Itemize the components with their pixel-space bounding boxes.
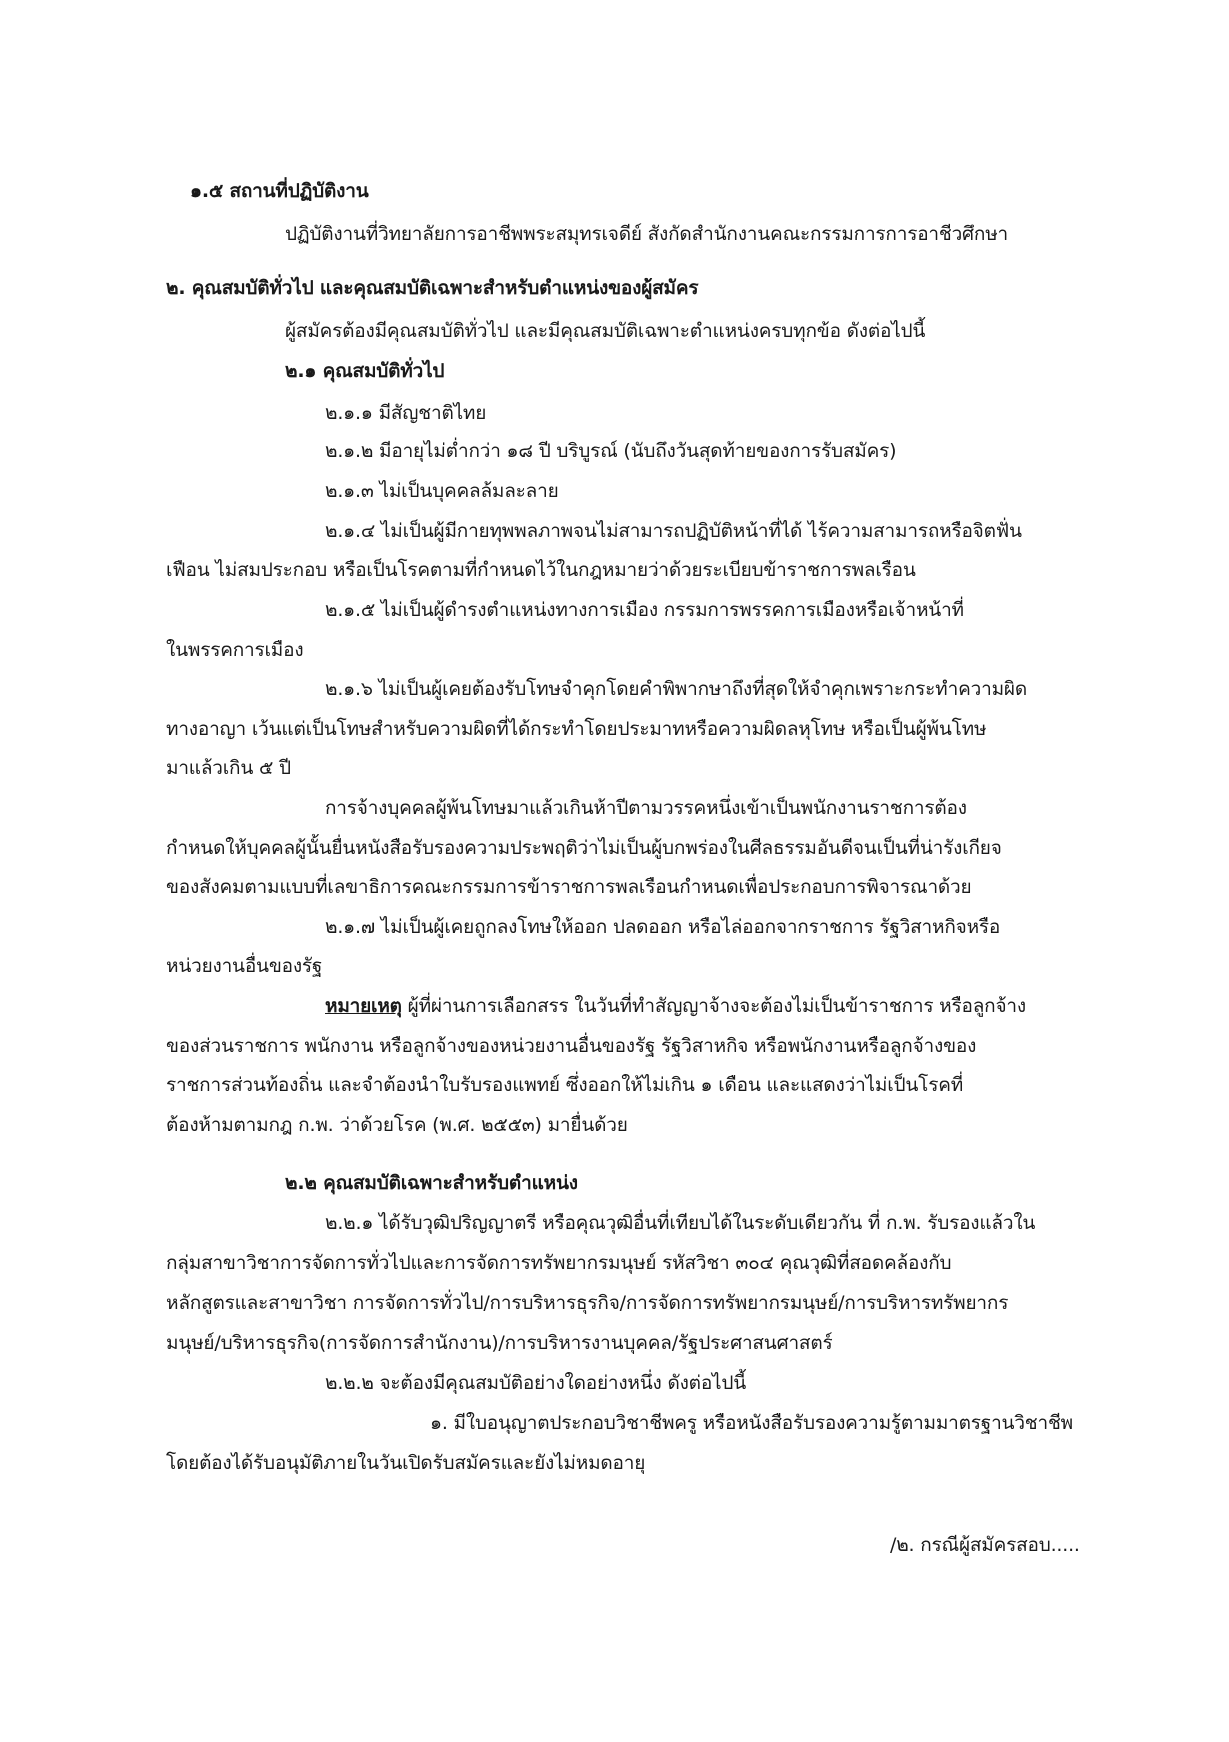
item-2-1-6-para-line-2: กำหนดให้บุคคลผู้นั้นยื่นหนังสือรับรองความประพฤติว่าไม่เป็นผู้บกพร่องในศีลธรรมอันดีจนเป็นที่น่ารังเกียจ [166, 837, 1002, 859]
note-line-2: ของส่วนราชการ พนักงาน หรือลูกจ้างของหน่วยงานอื่นของรัฐ รัฐวิสาหกิจ หรือพนักงานหรือลูกจ้างของ [166, 1035, 977, 1057]
item-2-1-4-line-2: เฟือน ไม่สมประกอบ หรือเป็นโรคตามที่กำหนดไว้ในกฎหมายว่าด้วยระเบียบข้าราชการพลเรือน [166, 559, 916, 581]
item-2-1-6-para-line-3: ของสังคมตามแบบที่เลขาธิการคณะกรรมการข้าราชการพลเรือนกำหนดเพื่อประกอบการพิจารณาด้วย [166, 876, 972, 898]
item-2-2-1-line-3: หลักสูตรและสาขาวิชา การจัดการทั่วไป/การบริหารธุรกิจ/การจัดการทรัพยากรมนุษย์/การบริหารทรัพยากร [166, 1292, 1009, 1314]
item-2-1-7-line-1: ๒.๑.๗ ไม่เป็นผู้เคยถูกลงโทษให้ออก ปลดออก หรือไล่ออกจากราชการ รัฐวิสาหกิจหรือ [325, 916, 1001, 938]
item-2-1-5-line-2: ในพรรคการเมือง [166, 639, 304, 661]
note-line-4: ต้องห้ามตามกฎ ก.พ. ว่าด้วยโรค (พ.ศ. ๒๕๕๓) มายื่นด้วย [166, 1114, 628, 1136]
item-2-2-2: ๒.๒.๒ จะต้องมีคุณสมบัติอย่างใดอย่างหนึ่ง ดังต่อไปนี้ [325, 1372, 747, 1394]
note-label: หมายเหตุ [325, 995, 402, 1017]
item-2-1-6-para-line-1: การจ้างบุคคลผู้พ้นโทษมาแล้วเกินห้าปีตามวรรคหนึ่งเข้าเป็นพนักงานราชการต้อง [325, 797, 967, 819]
item-2-2-2-1-line-1: ๑. มีใบอนุญาตประกอบวิชาชีพครู หรือหนังสือรับรองความรู้ตามมาตรฐานวิชาชีพ [430, 1412, 1073, 1434]
item-2-1-7-line-2: หน่วยงานอื่นของรัฐ [166, 955, 323, 977]
item-2-1-4-line-1: ๒.๑.๔ ไม่เป็นผู้มีกายทุพพลภาพจนไม่สามารถปฏิบัติหน้าที่ได้ ไร้ความสามารถหรือจิตฟั่น [325, 520, 1022, 542]
item-2-1-6-line-1: ๒.๑.๖ ไม่เป็นผู้เคยต้องรับโทษจำคุกโดยคำพิพากษาถึงที่สุดให้จำคุกเพราะกระทำความผิด [325, 678, 1027, 700]
note-line-3: ราชการส่วนท้องถิ่น และจำต้องนำใบรับรองแพทย์ ซึ่งออกให้ไม่เกิน ๑ เดือน และแสดงว่าไม่เป็นโรคที่ [166, 1074, 964, 1096]
item-2-1-6-line-3: มาแล้วเกิน ๕ ปี [166, 757, 291, 779]
item-2-1-2: ๒.๑.๒ มีอายุไม่ต่ำกว่า ๑๘ ปี บริบูรณ์ (นับถึงวันสุดท้ายของการรับสมัคร) [325, 440, 897, 462]
item-2-1-6-line-2: ทางอาญา เว้นแต่เป็นโทษสำหรับความผิดที่ได้กระทำโดยประมาทหรือความผิดลหุโทษ หรือเป็นผู้พ้นโทษ [166, 718, 987, 740]
note-line-1 [325, 993, 1026, 1019]
section-1-5-heading: ๑.๕ สถานที่ปฏิบัติงาน [190, 180, 369, 202]
note-text: ผู้ที่ผ่านการเลือกสรร ในวันที่ทำสัญญาจ้างจะต้องไม่เป็นข้าราชการ หรือลูกจ้าง [401, 995, 1026, 1017]
item-2-1-1: ๒.๑.๑ มีสัญชาติไทย [325, 402, 487, 424]
item-2-2-1-line-1: ๒.๒.๑ ได้รับวุฒิปริญญาตรี หรือคุณวุฒิอื่นที่เทียบได้ในระดับเดียวกัน ที่ ก.พ. รับรองแล้วใน [325, 1212, 1036, 1234]
section-2-intro: ผู้สมัครต้องมีคุณสมบัติทั่วไป และมีคุณสมบัติเฉพาะตำแหน่งครบทุกข้อ ดังต่อไปนี้ [285, 320, 926, 342]
item-2-2-1-line-4: มนุษย์/บริหารธุรกิจ(การจัดการสำนักงาน)/การบริหารงานบุคคล/รัฐประศาสนศาสตร์ [166, 1332, 833, 1354]
section-2-1-heading: ๒.๑ คุณสมบัติทั่วไป [285, 360, 445, 382]
item-2-1-3: ๒.๑.๓ ไม่เป็นบุคคลล้มละลาย [325, 480, 559, 502]
section-1-5-body: ปฏิบัติงานที่วิทยาลัยการอาชีพพระสมุทรเจดีย์ สังกัดสำนักงานคณะกรรมการการอาชีวศึกษา [285, 223, 1008, 245]
item-2-1-5-line-1: ๒.๑.๕ ไม่เป็นผู้ดำรงตำแหน่งทางการเมือง กรรมการพรรคการเมืองหรือเจ้าหน้าที่ [325, 599, 964, 621]
continuation-note: /๒. กรณีผู้สมัครสอบ..... [890, 1534, 1080, 1556]
item-2-2-2-1-line-2: โดยต้องได้รับอนุมัติภายในวันเปิดรับสมัครและยังไม่หมดอายุ [166, 1452, 646, 1474]
item-2-2-1-line-2: กลุ่มสาขาวิชาการจัดการทั่วไปและการจัดการทรัพยากรมนุษย์ รหัสวิชา ๓๐๔ คุณวุฒิที่สอดคล้องกับ [166, 1252, 952, 1274]
section-2-heading: ๒. คุณสมบัติทั่วไป และคุณสมบัติเฉพาะสำหรับตำแหน่งของผู้สมัคร [166, 277, 699, 299]
section-2-2-heading: ๒.๒ คุณสมบัติเฉพาะสำหรับตำแหน่ง [285, 1172, 578, 1194]
